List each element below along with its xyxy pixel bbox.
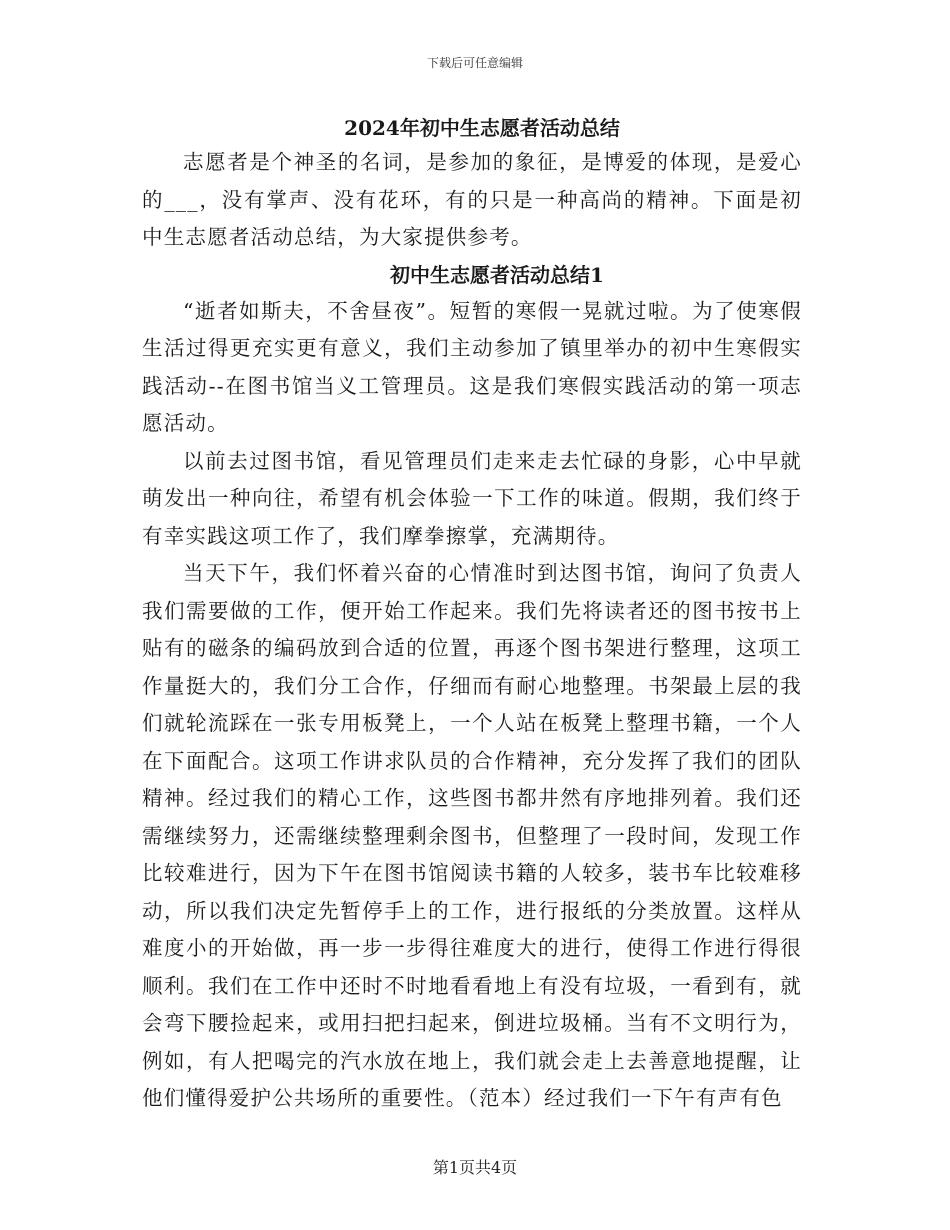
- document-body: [142, 112, 802, 1118]
- page-number: 第1页共4页: [432, 1158, 518, 1177]
- body-paragraph: “逝者如斯夫，不舍昼夜”。短暂的寒假一晃就过啦。为了使寒假生活过得更充实更有意义，我们主动参加了镇里举办的初中生寒假实践活动--在图书馆当义工管理员。这是我们寒假实践活动的第一项志愿活动。: [142, 298, 802, 435]
- section-title: 初中生志愿者活动总结1: [390, 262, 604, 287]
- intro-paragraph: 志愿者是个神圣的名词，是参加的象征，是博爱的体现，是爱心的___，没有掌声、没有花环，有的只是一种高尚的精神。下面是初中生志愿者活动总结，为大家提供参考。: [142, 150, 802, 249]
- body-paragraph: 以前去过图书馆，看见管理员们走来走去忙碌的身影，心中早就萌发出一种向往，希望有机会体验一下工作的味道。假期，我们终于有幸实践这项工作了，我们摩拳擦掌，充满期待。: [142, 448, 802, 548]
- document-title: 2024年初中生志愿者活动总结: [344, 116, 620, 140]
- body-paragraph: 当天下午，我们怀着兴奋的心情准时到达图书馆，询问了负责人我们需要做的工作，便开始工作起来。我们先将读者还的图书按书上贴有的磁条的编码放到合适的位置，再逐个图书架进行整理，这项工作量挺大的，我们分工合作，仔细而有耐心地整理。书架最上层的我们就轮流踩在一张专用板凳上，一个人站在板凳上整理书籍，一个人在下面配合。这项工作讲求队员的合作精神，充分发挥了我们的团队精神。经过我们的精心工作，这些图书都井然有序地排列着。我们还需继续努力，还需继续整理剩余图书，但整理了一段时间，发现工作比较难进行，因为下午在图书馆阅读书籍的人较多，装书车比较难移动，所以我们决定先暂停手上的工作，进行报纸的分类放置。这样从难度小的开始做，再一步一步得往难度大的进行，使得工作进行得很顺利。我们在工作中还时不时地看看地上有没有垃圾，一看到有，就会弯下腰捡起来，或用扫把扫起来，倒进垃圾桶。当有不文明行为，例如，有人把喝完的汽水放在地上，我们就会走上去善意地提醒，让他们懂得爱护公共场所的重要性。（范本）经过我们一下午有声有色: [142, 561, 802, 1110]
- header-note: 下载后可任意编辑: [426, 56, 523, 70]
